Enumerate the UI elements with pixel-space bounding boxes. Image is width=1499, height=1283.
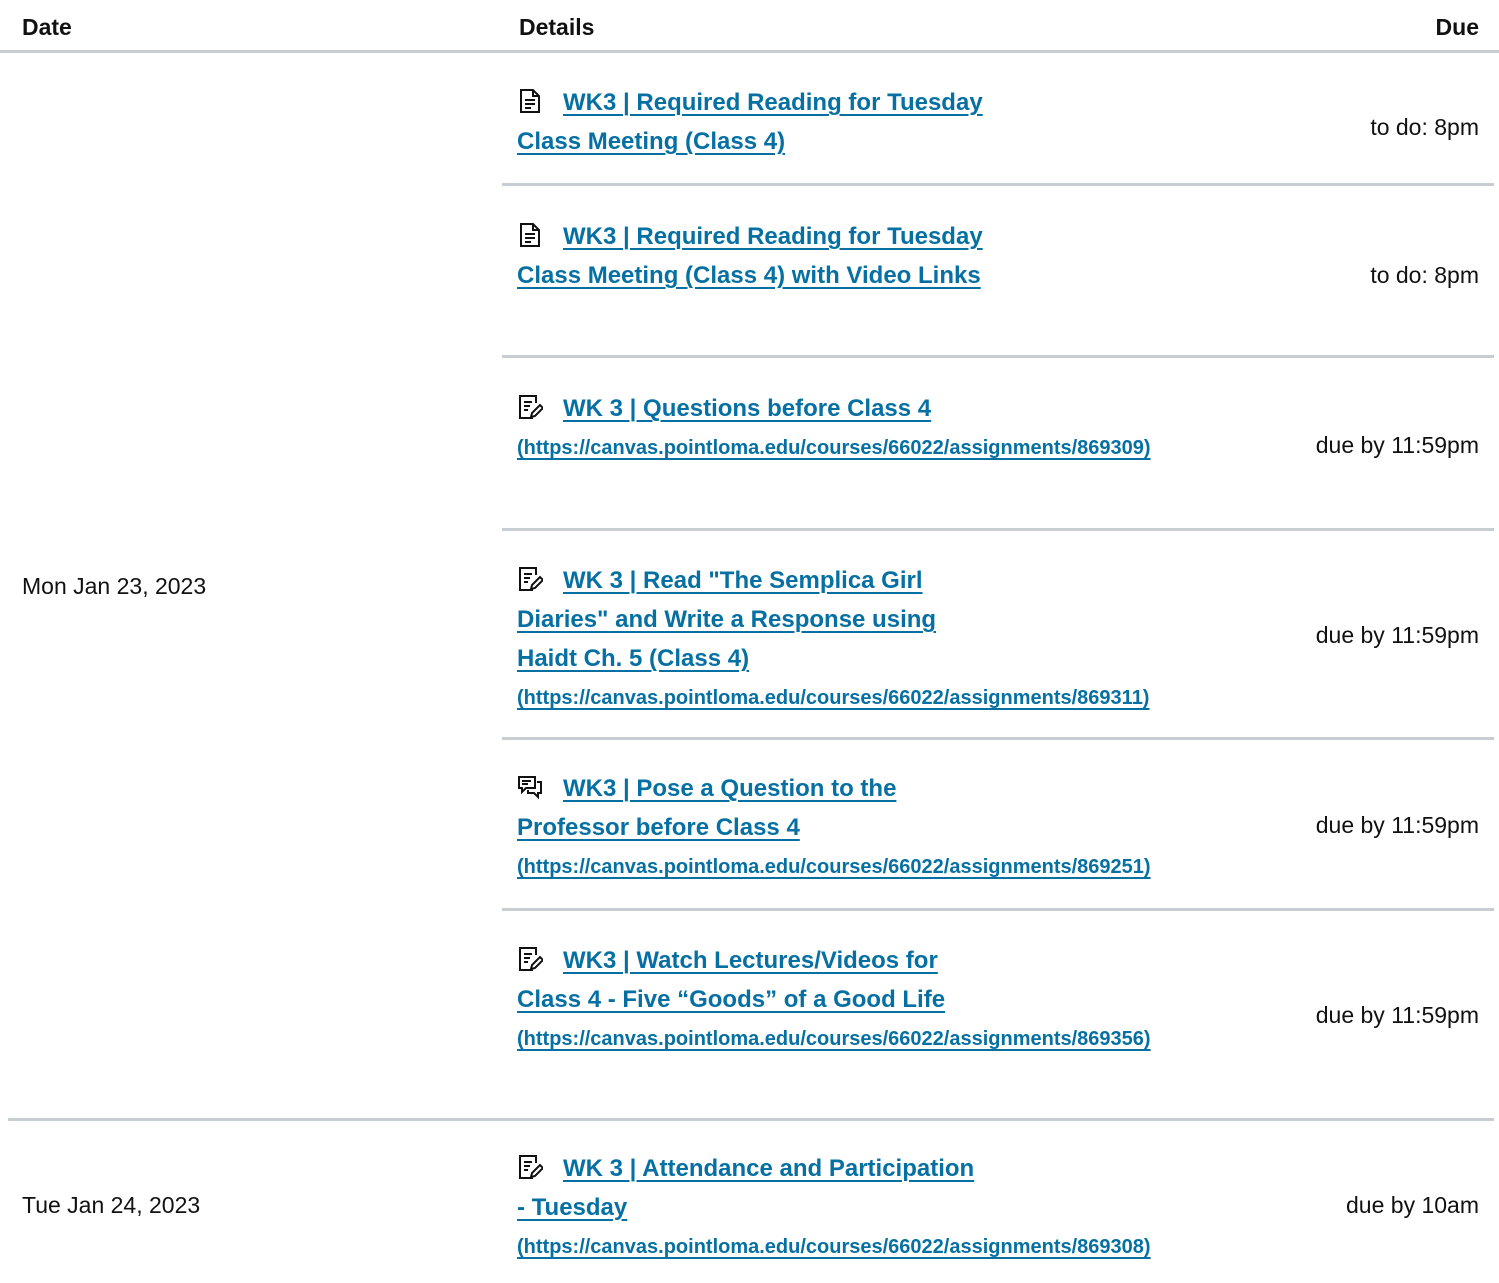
item-title-link[interactable]: WK3 | Pose a Question to the Professor before Class 4 (517, 775, 897, 841)
date-group-divider (8, 1118, 1494, 1121)
due-text: due by 11:59pm (1315, 812, 1479, 838)
due-text: due by 10am (1346, 1192, 1479, 1218)
due-text: to do: 8pm (1370, 114, 1479, 140)
date-cell-mon: Mon Jan 23, 2023 (22, 573, 207, 599)
schedule-item (517, 85, 987, 163)
row-divider (502, 528, 1494, 531)
item-title-link[interactable]: WK 3 | Read "The Semplica Girl Diaries" and Write a Response using Haidt Ch. 5 (Class 4) (517, 567, 937, 672)
assignment-icon (517, 566, 543, 592)
item-title-link[interactable]: WK 3 | Questions before Class 4 (563, 395, 932, 422)
schedule-item (517, 391, 1151, 466)
header-details: Details (519, 14, 595, 40)
due-text: to do: 8pm (1370, 262, 1479, 288)
page-icon (517, 88, 543, 114)
item-title-link[interactable]: WK3 | Required Reading for Tuesday Class Meeting (Class 4) with Video Links (517, 223, 983, 289)
due-text: due by 11:59pm (1315, 1002, 1479, 1028)
schedule-item (517, 771, 1151, 885)
assignment-icon (517, 946, 543, 972)
date-cell-tue: Tue Jan 24, 2023 (22, 1192, 201, 1218)
item-url-link[interactable]: (https://canvas.pointloma.edu/courses/66022/assignments/869311) (517, 687, 1150, 709)
item-url-link[interactable]: (https://canvas.pointloma.edu/courses/66022/assignments/869309) (517, 437, 1151, 459)
schedule-item (517, 943, 1151, 1057)
item-url-link[interactable]: (https://canvas.pointloma.edu/courses/66022/assignments/869356) (517, 1028, 1151, 1050)
header-due: Due (1435, 14, 1479, 40)
discussion-icon (517, 774, 543, 800)
row-divider (502, 183, 1494, 186)
item-title-link[interactable]: WK 3 | Attendance and Participation - Tuesday (517, 1155, 975, 1221)
header-date: Date (22, 14, 72, 40)
item-url-link[interactable]: (https://canvas.pointloma.edu/courses/66022/assignments/869251) (517, 856, 1151, 878)
row-divider (502, 737, 1494, 740)
assignment-icon (517, 1154, 543, 1180)
schedule-item (517, 1151, 1151, 1265)
assignment-icon (517, 394, 543, 420)
due-text: due by 11:59pm (1315, 622, 1479, 648)
schedule-item (517, 563, 1150, 716)
row-divider (502, 908, 1494, 911)
due-text: due by 11:59pm (1315, 432, 1479, 458)
page-icon (517, 222, 543, 248)
schedule-item (517, 219, 987, 297)
item-title-link[interactable]: WK3 | Watch Lectures/Videos for Class 4 - Five “Goods” of a Good Life (517, 947, 946, 1013)
item-title-link[interactable]: WK3 | Required Reading for Tuesday Class Meeting (Class 4) (517, 89, 983, 155)
row-divider (502, 355, 1494, 358)
header-divider (0, 50, 1499, 53)
item-url-link[interactable]: (https://canvas.pointloma.edu/courses/66022/assignments/869308) (517, 1236, 1151, 1258)
